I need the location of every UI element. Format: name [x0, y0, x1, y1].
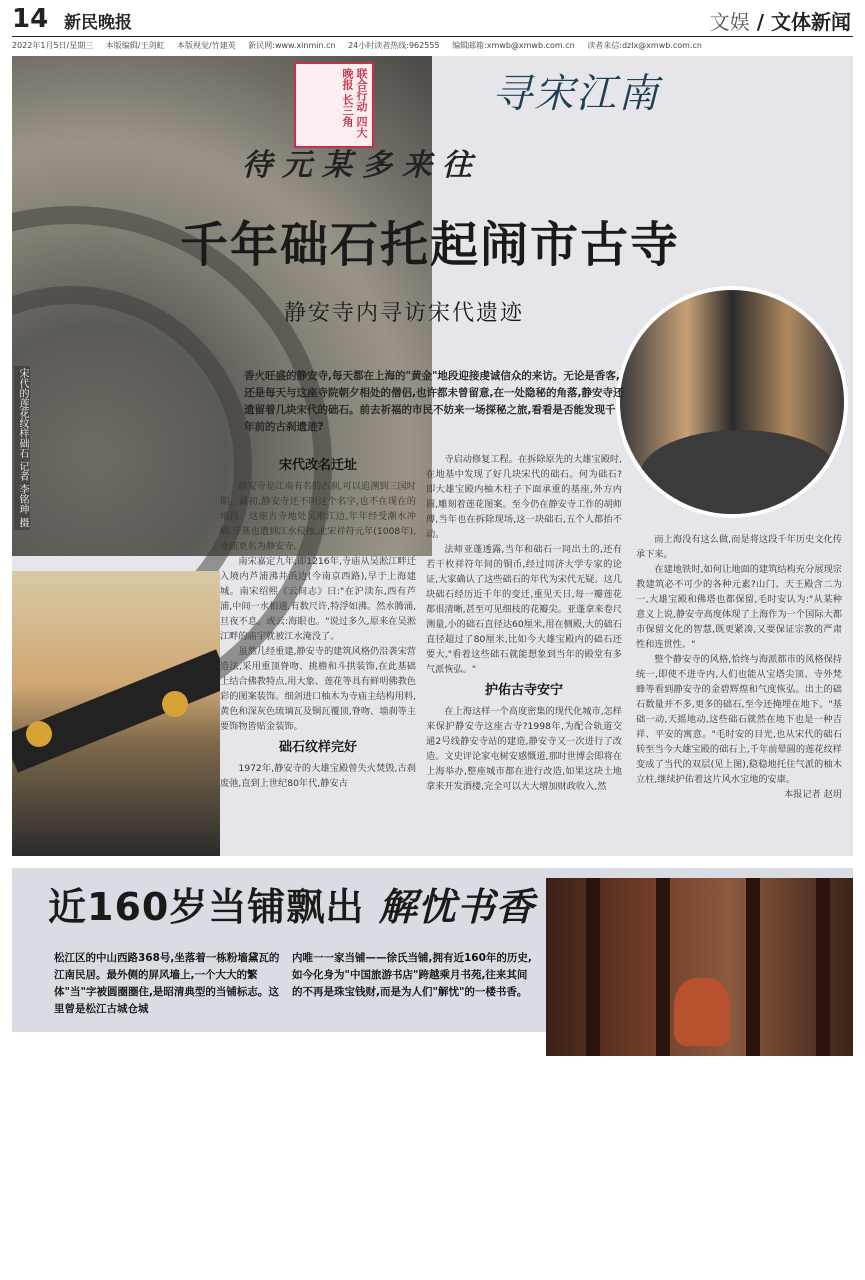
meta-letters: 读者来信:dzlx@xmwb.com.cn	[587, 41, 702, 50]
paragraph: 寺启动修复工程。在拆除原先的大雄宝殿时,在地基中发现了好几块宋代的础石。何为础石?即大雄宝殿内柚木柱子下面承重的基座,外方内圆,雕刻着莲花图案。至今仍在静安寺工作的胡师傅,当年也在拆除现场,这一块础石,五个人都抬不动。	[426, 454, 622, 540]
meta-line	[12, 40, 851, 51]
newspaper-name: 新民晚报	[64, 13, 132, 33]
paragraph: 虽然几经重建,静安寺的建筑风格仍沿袭宋营造法,采用重顶脊吻、挑檐和斗拱装饰,在此基础上结合佛教特点,用大象、莲花等具有鲜明佛教色彩的图案装饰。细剑进口柚木为寺庙主结构用料,黄色和深灰色琉璃瓦及铜瓦覆顶,脊吻、墙刹等主要饰物皆贴金装饰。	[220, 646, 416, 732]
article2-title-plain: 近160岁当铺飘出	[48, 885, 365, 929]
paragraph: 法师亚蓬透露,当年和础石一同出土的,还有若干枚祥符年间的铜币,经过同济大学专家的论证,大家确认了这些础石的年代为宋代无疑。这几块础石经历近千年的变迁,重见天日,每一瓣莲花都很清晰,甚至可见细枝的花瓣尖。亚蓬拿来卷尺测量,小的础石直径达60厘米,用在侧殿,大的础石直径超过了80厘米,比如今大雄宝殿内的础石还要大,"看着这些础石就能想象到当年的殿堂有多气派恢弘。"	[426, 544, 622, 675]
lead-paragraph: 香火旺盛的静安寺,每天都在上海的"黄金"地段迎接虔诚信众的来访。无论是香客,还是每天与这座寺院朝夕相处的僧侣,也许都未曾留意,在一处隐秘的角落,静安寺还遗留着几块宋代的础石。前去祈福的市民不妨来一场探秘之旅,看看是否能发现千年前的古刹遗迹?	[244, 370, 624, 433]
article2-lead-col2: 内唯一一家当铺——徐氏当铺,拥有近160年的历史,如今化身为"中国旅游书店"跨越乘月书苑,往来其间的不再是珠宝钱财,而是为人们"解忧"的一楼书香。	[292, 952, 532, 998]
section-heading: 护佑古寺安宁	[484, 683, 563, 698]
series-stamp: 联合行动 四大晚报 长三角	[294, 62, 374, 148]
meta-date: 2022年1月5日/星期三	[12, 41, 94, 50]
article2-title-italic: 解忧书香	[378, 885, 535, 929]
roof-shape	[12, 649, 220, 772]
byline: 本报记者 赵玥	[783, 789, 842, 800]
gold-ornament	[26, 721, 52, 747]
pillar-photo	[616, 286, 848, 518]
page-number: 14	[12, 4, 49, 34]
column-2	[426, 452, 622, 852]
meta-email: 编辑邮箱:xmwb@xmwb.com.cn	[452, 41, 575, 50]
photo-caption: 宋代的莲花纹样础石 记者 李铭珅 摄	[14, 366, 30, 530]
meta-editor: 本版编辑/王剑虹	[105, 41, 165, 50]
section-heading: 础石纹样完好	[278, 740, 357, 755]
section-left: 文娱	[709, 10, 750, 34]
column-3	[636, 532, 842, 852]
meta-hotline: 24小时读者热线:962555	[348, 41, 440, 50]
paragraph: 在建地铁时,如何让地面的建筑结构充分展现宗教建筑必不可少的各种元素?山门、天王殿含二为一,大雄宝殿和佛塔也都保留,毛时安认为:"从某种意义上说,静安寺高度体现了上海作为一个国际大都市保留文化的智慧,既更紧凑,又要保证宗教的严肃性和连贯性。"	[636, 564, 842, 650]
column-1	[220, 452, 416, 852]
motto: 待元某多来往	[242, 148, 482, 183]
paragraph: 南宋嘉定九年,即1216年,寺庙从吴淞江畔迁入境内芦浦沸井浜边(今南京西路),早于上海建城。南宋绍熙《云间志》曰:"在沪渎东,西有芦浦,中间一水相通,有数尺许,特浮如沸。然水腾涌,旦夜不息。或云:海眼也。"说过多久,原来在吴淞江畔的庙宇就被江水淹没了。	[220, 556, 416, 642]
article2-lead-col1: 松江区的中山西路368号,坐落着一栋粉墙黛瓦的江南民居。最外侧的屏风墙上,一个大大的繁体"当"字被圆圈圈住,是昭清典型的当铺标志。这里曾是松江古城仓城	[54, 952, 280, 1015]
section-heading: 宋代改名迁址	[278, 458, 357, 473]
article2-title	[48, 876, 535, 931]
paragraph: 在上海这样一个高度密集的现代化城市,怎样来保护静安寺这座古寺?1998年,为配合轨道交通2号线静安寺站的建造,静安寺又一次进行了改造。文史评论家屯树安感慨道,那时世博会即将在上海举办,整座城市都在进行改造,如果这块土地拿来开发酒楼,完全可以大大增加财政收入,然	[426, 706, 622, 792]
subheadline: 静安寺内寻访宋代遗迹	[284, 301, 525, 326]
paragraph: 整个静安寺的风格,恰终与海派都市的风格保持统一,即使不进寺内,人们也能从宝塔尖顶、寺外梵蜂等看到静安寺的金碧辉煌和气度恢弘。出土的础石数量并不多,更多的础石,至今还掩埋在地下。"基础一动,天摇地动,这些础石就然在地下也是一种吉祥、平安的寓意。"毛时安的目光,也从宋代的础石转至当今大雄宝殿的础石上,千年前晕圆的莲花纹样变成了当代的双层(见上图),稳稳地托住气派的柚木立柱,继续护佑着这片风水宝地的安康。	[636, 654, 842, 785]
meta-visual: 本版视觉/竹建英	[177, 41, 236, 50]
bookshop-photo	[546, 878, 853, 1056]
gold-ornament	[162, 691, 188, 717]
section-right: 文体新闻	[771, 10, 851, 34]
meta-web: 新民网:www.xinmin.cn	[248, 41, 336, 50]
temple-roof-photo	[12, 571, 220, 856]
paragraph: 而上海没有这么做,而是将这段千年历史文化传承下来。	[636, 534, 842, 560]
paragraph: 静安寺是江南有名的古刹,可以追溯到三国时期。最初,静安寺还不叫这个名字,也不在现在的地段。这座古寺地处吴淞江边,年年经受潮水冲刷,寺基也遭到江水侵蚀,北宋祥符元年(1008年),寺庙更名为静安寺。	[220, 481, 416, 552]
page-header	[0, 0, 865, 52]
headline: 千年础石托起闹市古寺	[180, 217, 681, 273]
header-rule	[12, 36, 853, 37]
lion-statue	[674, 978, 730, 1046]
paragraph: 1972年,静安寺的大雄宝殿曾失火焚毁,古刹废弛,直到上世纪80年代,静安古	[220, 763, 416, 789]
series-title: 寻宋江南	[492, 71, 660, 117]
section-name: 文娱 / 文体新闻	[709, 10, 851, 34]
pillar-base	[640, 430, 840, 518]
feature-article	[12, 56, 853, 856]
